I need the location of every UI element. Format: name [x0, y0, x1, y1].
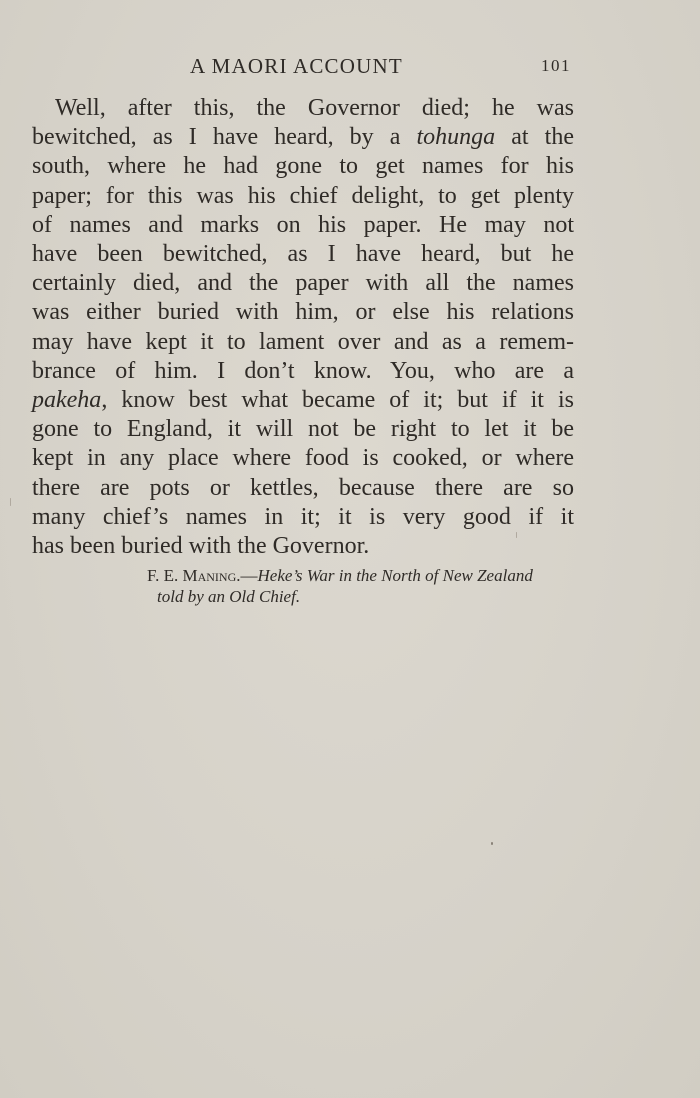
text-line: bewitched, as I have heard, by a tohunga at the — [32, 124, 574, 151]
text-line: certainly died, and the paper with all the names — [32, 270, 574, 297]
text-line: many chief’s names in it; it is very good if it — [32, 503, 574, 530]
text-line: gone to England, it will not be right to let it be — [32, 416, 574, 443]
text-line: pakeha, know best what became of it; but if it is — [32, 387, 574, 414]
running-title: A MAORI ACCOUNT — [190, 54, 403, 78]
text-line: paper; for this was his chief delight, to get plenty — [32, 182, 574, 209]
text-line: Well, after this, the Governor died; he was — [55, 95, 574, 121]
citation-line — [147, 586, 567, 607]
paper-speck — [10, 498, 11, 506]
text-line: of names and marks on his paper. He may not — [32, 211, 574, 238]
page-number: 101 — [541, 56, 571, 75]
text-line: has been buried with the Governor. — [32, 533, 370, 560]
paper-speck — [516, 532, 517, 538]
citation-title-cont: told by an Old Chief. — [157, 587, 301, 606]
body-paragraph — [32, 94, 574, 561]
text-line: brance of him. I don’t know. You, who are a — [32, 357, 574, 384]
citation-title: Heke’s War in the North of New Zealand — [257, 566, 533, 585]
text-line: have been bewitched, as I have heard, but he — [32, 241, 574, 268]
text-line: was either buried with him, or else his relations — [32, 299, 574, 326]
running-head — [0, 52, 700, 80]
italic-word-tohunga: tohunga — [416, 124, 496, 151]
text-line: there are pots or kettles, because there are so — [32, 474, 574, 501]
source-citation — [147, 565, 567, 607]
citation-author: F. E. Maning. — [147, 566, 241, 585]
text-line: south, where he had gone to get names for his — [32, 153, 574, 180]
text-line: kept in any place where food is cooked, or where — [32, 445, 574, 472]
paper-speck — [491, 842, 493, 845]
citation-dash: — — [240, 566, 258, 585]
text-line: may have kept it to lament over and as a remem- — [32, 328, 574, 355]
italic-word-pakeha: pakeha — [32, 387, 102, 414]
citation-line — [147, 565, 567, 586]
